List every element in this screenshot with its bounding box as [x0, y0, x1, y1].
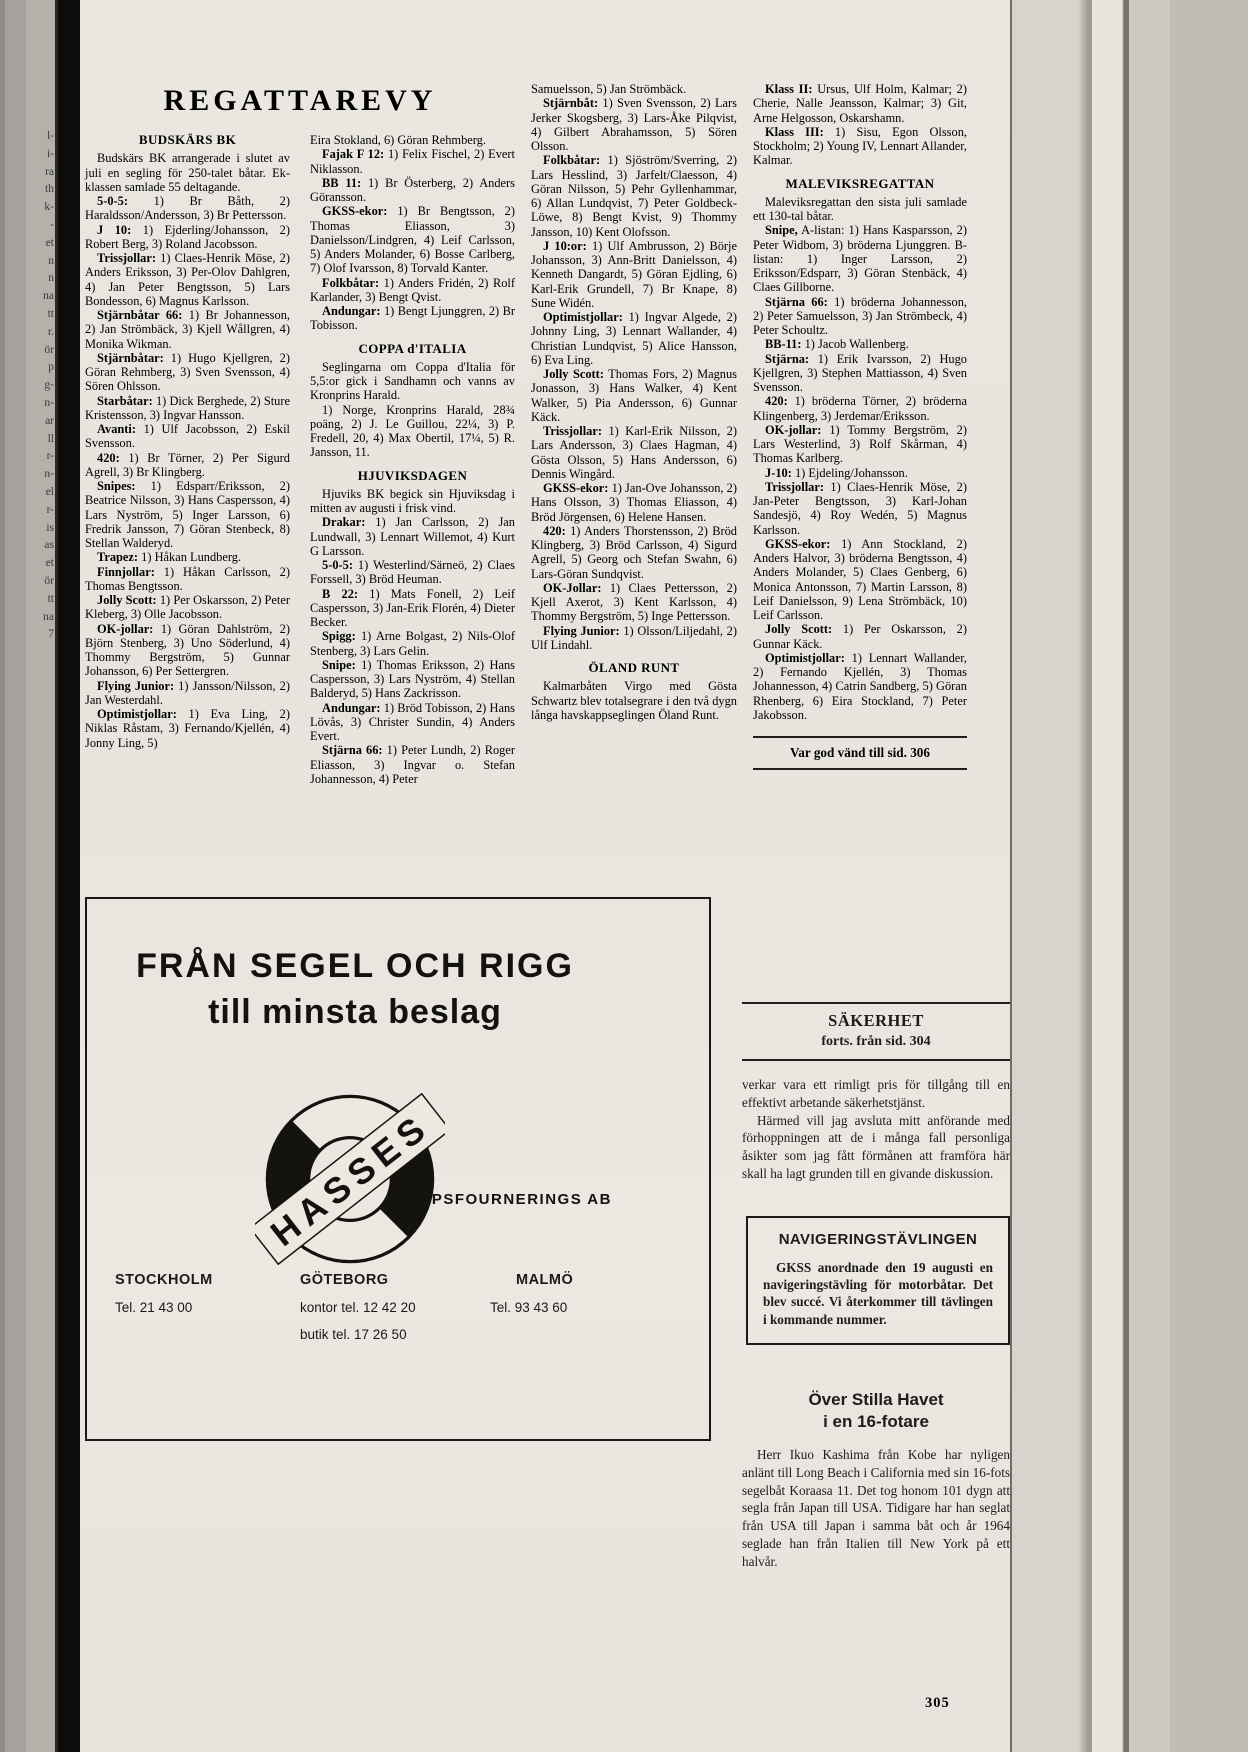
- sakerhet-continuation-note: forts. från sid. 304: [821, 1034, 931, 1049]
- cutoff-fragment: et: [45, 557, 54, 570]
- cutoff-fragment: 7: [48, 628, 54, 641]
- turn-page-note: Var god vänd till sid. 306: [753, 736, 967, 770]
- result-line: Stjärnbåtar: 1) Hugo Kjellgren, 2) Göran Rehmberg, 3) Sven Svensson, 4) Sören Ohlsson.: [85, 350, 290, 394]
- city-name: STOCKHOLM: [115, 1272, 213, 1288]
- cutoff-fragment: na: [43, 290, 54, 303]
- cutoff-fragment: r-: [46, 503, 54, 516]
- result-line: Trissjollar: 1) Karl-Erik Nilsson, 2) Lars Andersson, 3) Claes Hagman, 4) Gösta Olsson, 5) Hans Andersson, 6) Dennis Wingård.: [531, 424, 737, 481]
- result-line: 5-0-5: 1) Westerlind/Särneö, 2) Claes Forssell, 3) Bröd Heuman.: [310, 558, 515, 587]
- result-line: Kalmarbåten Virgo med Gösta Schwartz blev totalsegrare i den två dygn långa havskappseglingen Öland Runt.: [531, 679, 737, 722]
- result-line: Finnjollar: 1) Håkan Carlsson, 2) Thomas Bengtsson.: [85, 564, 290, 593]
- navigation-contest-body: GKSS anordnade den 19 augusti en navigeringstävling för motorbåtar. Det blev succé. Vi återkommer till tävlingen i kommande nummer.: [763, 1259, 993, 1327]
- city-name: MALMÖ: [516, 1272, 574, 1288]
- result-line: Jolly Scott: Thomas Fors, 2) Magnus Jonasson, 3) Hans Walker, 4) Kent Walker, 5) Pia Andersson, 6) Gunnar Käck.: [531, 367, 737, 424]
- result-line: Fajak F 12: 1) Felix Fischel, 2) Evert Niklasson.: [310, 147, 515, 176]
- ad-location-goteborg: [300, 1267, 490, 1348]
- section-heading: HJUVIKSDAGEN: [357, 467, 468, 483]
- cutoff-text-fragments: [26, 128, 54, 644]
- result-line: J-10: 1) Ejdeling/Johansson.: [765, 465, 908, 480]
- ad-location-malmo: [490, 1267, 670, 1348]
- result-line: Klass III: 1) Sisu, Egon Olsson, Stockholm; 2) Young IV, Lennart Allander, Kalmar.: [753, 124, 967, 168]
- result-line: J 10: 1) Ejderling/Johansson, 2) Robert Berg, 3) Roland Jacobsson.: [85, 222, 291, 251]
- result-line: Andungar: 1) Bengt Ljunggren, 2) Br Tobisson.: [310, 304, 515, 333]
- cutoff-fragment: n: [48, 254, 54, 267]
- pacific-article-title: [742, 1389, 1010, 1433]
- cutoff-fragment: -: [50, 218, 54, 231]
- hasses-logo-text: HASSES: [262, 1104, 438, 1255]
- results-columns: [85, 82, 977, 786]
- cutoff-fragment: el: [45, 485, 54, 498]
- result-line: Optimistjollar: 1) Lennart Wallander, 2) Fernando Kjellén, 3) Thomas Johannesson, 4) Catrin Sandberg, 5) Göran Rhenberg, 6) Eira Stockland, 7) Peter Jakobsson.: [753, 650, 967, 722]
- result-line: Eira Stokland, 6) Göran Rehmberg.: [310, 133, 486, 147]
- result-line: Hjuviks BK begick sin Hjuviksdag i mitten av augusti i frisk vind.: [310, 486, 515, 515]
- phone-line: Tel. 21 43 00: [115, 1300, 193, 1315]
- phone-line: Tel. 93 43 60: [490, 1300, 568, 1315]
- result-line: OK-jollar: 1) Göran Dahlström, 2) Björn Stenberg, 3) Uno Söderlund, 4) Thommy Bergström, 5) Gunnar Johansson, 6) Per Settergren.: [85, 621, 290, 679]
- result-line: Stjärna 66: 1) Peter Lundh, 2) Roger Eliasson, 3) Ingvar o. Stefan Johannesson, 4) Peter: [310, 743, 515, 786]
- cutoff-fragment: ll: [47, 432, 54, 445]
- result-line: Klass II: Ursus, Ulf Holm, Kalmar; 2) Cherie, Nalle Jeansson, Kalmar; 3) Git, Arne Helgosson, Oskarshamn.: [753, 82, 967, 125]
- result-line: GKSS-ekor: 1) Br Bengtsson, 2) Thomas Eliasson, 3) Danielsson/Lindgren, 4) Leif Carlsson, 5) Anders Molander, 6) Bosse Carlberg, 7) Olof Ivarsson, 8) Torvald Kanter.: [310, 204, 515, 276]
- result-line: Andungar: 1) Bröd Tobisson, 2) Hans Lövås, 3) Christer Sundin, 4) Anders Evert.: [310, 700, 515, 743]
- phone-line: kontor tel. 12 42 20: [300, 1300, 416, 1315]
- result-line: J 10:or: 1) Ulf Ambrusson, 2) Börje Johansson, 3) Ann-Britt Danielsson, 4) Kenneth Dangardt, 5) Göran Ejdling, 6) Karl-Erik Grundell, 7) Br Knape, 8) Sune Widén.: [531, 238, 737, 310]
- page-number: 305: [925, 1695, 950, 1711]
- ad-location-stockholm: [115, 1267, 300, 1348]
- result-line: BB-11: 1) Jacob Wallenberg.: [765, 337, 909, 352]
- cutoff-fragment: r-: [46, 450, 54, 463]
- cutoff-fragment: tt: [47, 592, 54, 605]
- result-column-1: [85, 133, 290, 786]
- hasses-advertisement: [85, 897, 711, 1441]
- life-ring-logo: [255, 1084, 445, 1274]
- cutoff-fragment: th: [45, 183, 54, 196]
- sakerhet-paragraph: Härmed vill jag avsluta mitt anförande med förhoppningen att de i många fall personliga åsikter som jag fått förmånen att framföra här skall ha lagt grunden till en givande diskussion.: [742, 1112, 1010, 1181]
- result-line: Trissjollar: 1) Claes-Henrik Möse, 2) Anders Eriksson, 3) Per-Olov Dahlgren, 4) Jan Peter Bengtsson, 5) Lars Bondesson, 6) Magnus Karlsson.: [85, 251, 290, 308]
- cutoff-fragment: ör: [44, 343, 54, 356]
- result-line: Snipe: 1) Thomas Eriksson, 2) Hans Caspersson, 3) Lars Nyström, 4) Stellan Balderyd, 5) Hans Zackrisson.: [310, 657, 515, 701]
- section-heading: ÖLAND RUNT: [588, 660, 680, 675]
- navigation-contest-box: [746, 1216, 1010, 1345]
- result-line: 420: 1) Br Törner, 2) Per Sigurd Agrell, 3) Br Klingberg.: [85, 450, 290, 479]
- result-line: Budskärs BK arrangerade i slutet av juli en segling för 250-talet båtar. Ek-klassen samlade 55 deltagande.: [85, 151, 290, 194]
- pacific-title-line1: Över Stilla Havet: [808, 1389, 944, 1409]
- phone-line: butik tel. 17 26 50: [300, 1327, 407, 1342]
- cutoff-fragment: k-: [44, 201, 54, 214]
- result-line: 5-0-5: 1) Br Båth, 2) Haraldsson/Andersson, 3) Br Pettersson.: [85, 194, 290, 223]
- result-line: Spigg: 1) Arne Bolgast, 2) Nils-Olof Stenberg, 3) Lars Gelin.: [310, 629, 515, 658]
- navigation-contest-title: NAVIGERINGSTÄVLINGEN: [778, 1230, 978, 1248]
- result-line: Optimistjollar: 1) Ingvar Algede, 2) Johnny Ling, 3) Lennart Wallander, 4) Christian Lundqvist, 5) Alice Hansson, 6) Eva Ling.: [531, 310, 737, 367]
- result-line: Trissjollar: 1) Claes-Henrik Möse, 2) Jan-Peter Bengtsson, 3) Karl-Johan Sandesjö, 4) Roy Wedén, 5) Magnus Karlsson.: [753, 479, 967, 537]
- ad-headline: FRÅN SEGEL OCH RIGG: [136, 947, 574, 985]
- section-heading: MALEVIKSREGATTAN: [785, 175, 935, 191]
- sakerhet-title: SÄKERHET: [828, 1011, 924, 1030]
- result-line: Stjärna: 1) Erik Ivarsson, 2) Hugo Kjellgren, 3) Stephen Mattiasson, 4) Sven Svensson.: [753, 351, 967, 394]
- result-line: 420: 1) bröderna Törner, 2) bröderna Klingenberg, 3) Jerdemar/Eriksson.: [753, 394, 967, 423]
- result-line: BB 11: 1) Br Österberg, 2) Anders Göransson.: [310, 175, 515, 204]
- result-line: OK-jollar: 1) Tommy Bergström, 2) Lars Westerlind, 3) Rolf Skårman, 4) Thomas Karlberg.: [753, 422, 967, 466]
- cutoff-fragment: et: [45, 236, 54, 249]
- result-line: Stjärnbåtar 66: 1) Br Johannesson, 2) Jan Strömbäck, 3) Kjell Wållgren, 4) Monika Wikman.: [85, 308, 290, 351]
- page-title: REGATTAREVY: [163, 84, 437, 117]
- sakerhet-paragraph: verkar vara ett rimligt pris för tillgång till en effektivt arbetande säkerhetstjänst.: [742, 1077, 1010, 1110]
- cutoff-fragment: r.: [47, 325, 54, 338]
- cutoff-fragment: as: [44, 539, 54, 552]
- result-line: Snipe, A-listan: 1) Hans Kasparsson, 2) Peter Widbom, 3) bröderna Ljunggren. B-listan: 1) Inger Larsson, 2) Eriksson/Edsparr, 3) Göran Stenbäck, 4) Claes Gillborne.: [753, 223, 967, 295]
- result-line: Drakar: 1) Jan Carlsson, 2) Jan Lundwall, 3) Lennart Willemot, 4) Kurt G Larsson.: [310, 515, 515, 558]
- result-line: Avanti: 1) Ulf Jacobsson, 2) Eskil Svensson.: [85, 422, 290, 451]
- result-line: Stjärnbåt: 1) Sven Svensson, 2) Lars Jerker Skogsberg, 3) Lars-Åke Pilqvist, 4) Gilbert Abrahamsson, 5) Sören Olsson.: [531, 96, 737, 153]
- result-line: GKSS-ekor: 1) Jan-Ove Johansson, 2) Hans Olsson, 3) Thomas Eliasson, 4) Bröd Jörgensen, 6) Helene Hansen.: [531, 481, 737, 524]
- cutoff-fragment: l-: [46, 130, 54, 142]
- result-line: Jolly Scott: 1) Per Oskarsson, 2) Peter Kleberg, 3) Olle Jacobsson.: [85, 593, 290, 622]
- cutoff-fragment: ör: [44, 574, 54, 587]
- result-column-2: [310, 133, 515, 786]
- section-heading: COPPA d'ITALIA: [358, 340, 467, 356]
- city-name: GÖTEBORG: [300, 1272, 389, 1288]
- cutoff-fragment: n-: [44, 468, 54, 481]
- result-line: 420: 1) Anders Thorstensson, 2) Bröd Klingberg, 3) Bröd Carlsson, 4) Sigurd Agrell, 5) Georg och Stefan Swahn, 6) Lars-Göran Sundqvist.: [531, 523, 737, 581]
- cutoff-fragment: ra: [45, 165, 54, 178]
- left-page-edge: [0, 0, 80, 1752]
- result-line: Seglingarna om Coppa d'Italia för 5,5:or gick i Sandhamn och vanns av Kronprins Harald.: [310, 359, 515, 403]
- result-line: Optimistjollar: 1) Eva Ling, 2) Niklas Råstam, 3) Fernando/Kjellén, 4) Jonny Ling, 5): [85, 707, 290, 750]
- sakerhet-header: [742, 1002, 1010, 1061]
- cutoff-fragment: g-: [44, 379, 54, 392]
- cutoff-fragment: tt: [47, 307, 54, 320]
- pacific-title-line2: i en 16-fotare: [823, 1411, 929, 1431]
- result-line: Folkbåtar: 1) Sjöström/Sverring, 2) Lars Hesslind, 3) Jarfelt/Claesson, 4) Göran Nilsson, 5) Pehr Gyllenhammar, 6) Allan Lundqvist, 7) Peter Goldbeck-Löwe, 8) Bengt Kvist, 9) Thommy Jansson, 10) Kent Olofsson.: [531, 153, 737, 239]
- ad-subheadline: till minsta beslag: [208, 993, 502, 1031]
- cutoff-fragment: na: [43, 610, 54, 623]
- result-column-3: [531, 82, 737, 786]
- section-heading: BUDSKÄRS BK: [138, 132, 237, 147]
- result-line: Flying Junior: 1) Jansson/Nilsson, 2) Jan Westerdahl.: [85, 678, 290, 707]
- cutoff-fragment: is: [46, 521, 54, 534]
- cutoff-fragment: i-: [46, 147, 54, 160]
- result-column-4: [753, 82, 967, 786]
- result-line: Starbåtar: 1) Dick Berghede, 2) Sture Kristensson, 3) Ingvar Hansson.: [85, 393, 290, 422]
- result-line: 1) Norge, Kronprins Harald, 28¾ poäng, 2) J. Le Guillou, 22¼, 3) P. Fredell, 20, 4) Max Obertil, 17¼, 5) R. Jansson, 11.: [310, 402, 515, 460]
- result-line: Folkbåtar: 1) Anders Fridén, 2) Rolf Karlander, 3) Bengt Qvist.: [310, 275, 515, 304]
- ad-company-name: SKEPPSFOURNERINGS AB: [385, 1191, 612, 1208]
- result-line: GKSS-ekor: 1) Ann Stockland, 2) Anders Halvor, 3) bröderna Bengtsson, 4) Anders Molander, 5) Claes Genberg, 6) Monica Antonsson, 7) Martin Larsson, 8) Leif Danielsson, 9) Lena Strömbäck, 10) Leif Carlsson.: [753, 536, 967, 622]
- result-line: Jolly Scott: 1) Per Oskarsson, 2) Gunnar Käck.: [753, 622, 967, 651]
- right-page-edge: [1010, 0, 1248, 1752]
- result-line: OK-Jollar: 1) Claes Pettersson, 2) Kjell Axerot, 3) Kent Karlsson, 4) Thommy Bergström, 5) Inge Pettersson.: [531, 580, 737, 624]
- result-line: Stjärna 66: 1) bröderna Johannesson, 2) Peter Samuelsson, 3) Jan Strömbeck, 4) Peter Schoultz.: [753, 294, 967, 337]
- result-line: Samuelsson, 5) Jan Strömbäck.: [531, 82, 687, 96]
- result-line: Trapez: 1) Håkan Lundberg.: [97, 550, 242, 565]
- bottom-right-column: [742, 1002, 1010, 1571]
- pacific-article-body: Herr Ikuo Kashima från Kobe har nyligen anlänt till Long Beach i California med sin 16-fots segelbåt Koraasa 11. Det tog honom 101 dygn att segla från Japan till USA. Tidigare har han seglat från USA till Japan i samma båt och år 1964 seglade han från Italien till New York på ett halvår.: [742, 1446, 1010, 1569]
- cutoff-fragment: n-: [44, 396, 54, 409]
- left-column-pair: [85, 82, 515, 786]
- cutoff-fragment: ar: [45, 414, 54, 427]
- result-line: Flying Junior: 1) Olsson/Liljedahl, 2) Ulf Lindahl.: [531, 623, 737, 652]
- result-line: Snipes: 1) Edsparr/Eriksson, 2) Beatrice Nilsson, 3) Hans Caspersson, 4) Lars Nyström, 5) Inger Larsson, 6) Fredrik Jansson, 7) Göran Stenbeck, 8) Stellan Walderyd.: [85, 479, 290, 550]
- ad-locations: [115, 1267, 690, 1348]
- result-line: Maleviksregattan den sista juli samlade ett 130-tal båtar.: [753, 194, 967, 223]
- cutoff-fragment: p: [48, 361, 54, 374]
- result-line: B 22: 1) Mats Fonell, 2) Leif Caspersson, 3) Jan-Erik Florén, 4) Dieter Becker.: [310, 586, 515, 629]
- cutoff-fragment: n: [48, 272, 54, 285]
